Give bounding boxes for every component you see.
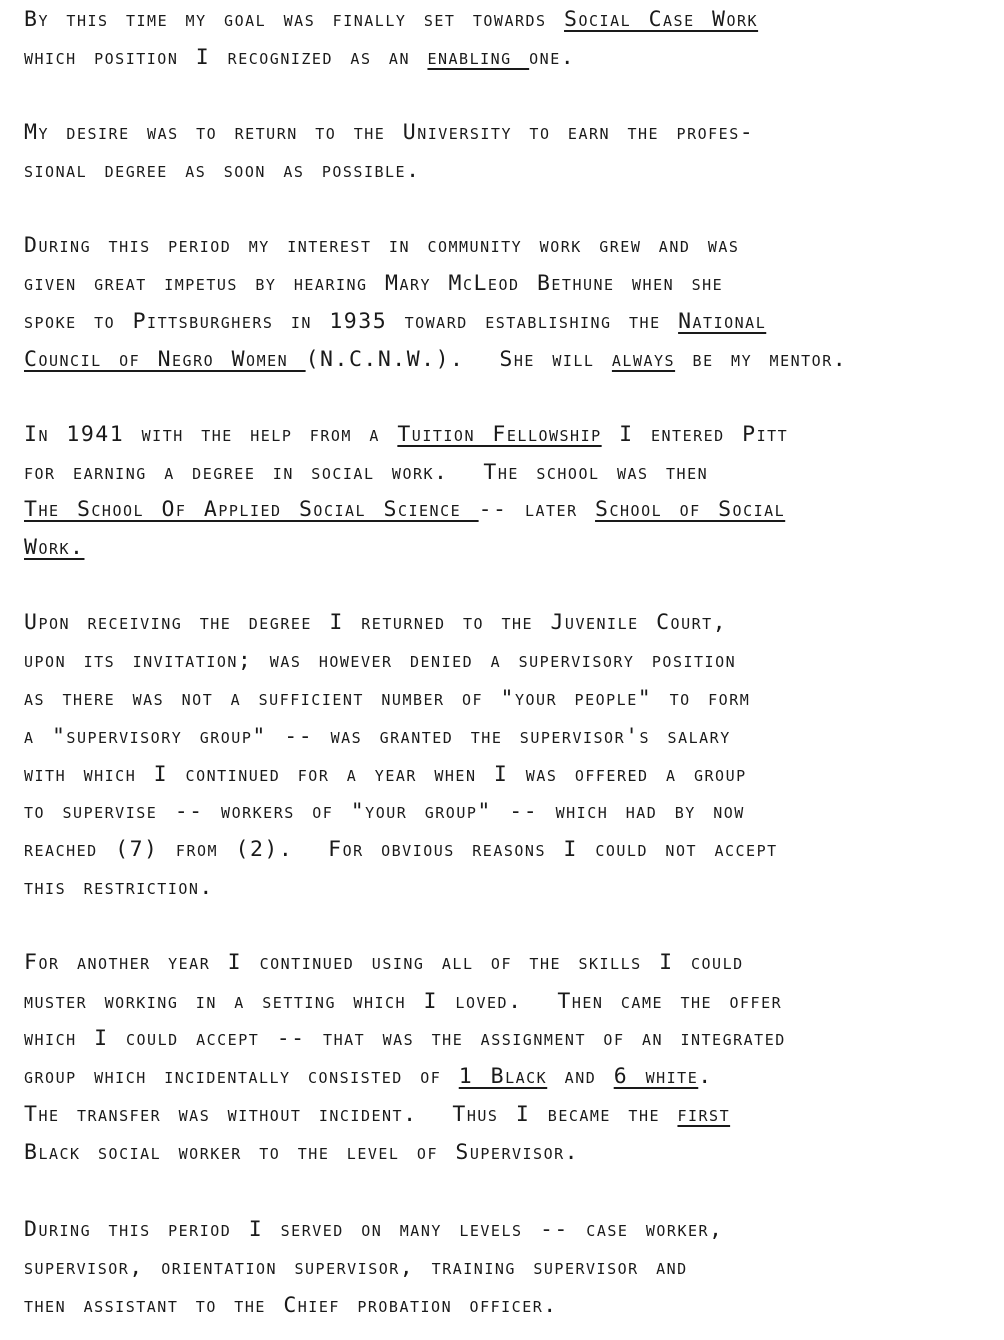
text-line xyxy=(24,8,758,32)
text-segment: to supervise -- workers of "your group" -- which had by now xyxy=(24,799,745,824)
underlined-text: 1 Black xyxy=(458,1064,548,1089)
text-segment: -- later xyxy=(478,497,596,522)
underlined-text: first xyxy=(677,1102,731,1127)
text-segment: group which incidentally consisted of xyxy=(24,1064,459,1089)
underlined-text: Social Case Work xyxy=(564,7,759,32)
text-line xyxy=(24,838,778,862)
text-line xyxy=(24,310,766,334)
text-line xyxy=(24,649,736,673)
text-segment: which I could accept -- that was the assignment of an integrated xyxy=(24,1026,786,1051)
text-line xyxy=(24,611,727,635)
text-line xyxy=(24,725,731,749)
underlined-text: National xyxy=(678,309,767,334)
text-line xyxy=(24,990,782,1014)
underlined-text: enabling xyxy=(427,45,530,70)
underlined-text: always xyxy=(611,347,676,372)
text-segment: sional degree as soon as possible. xyxy=(24,158,421,183)
text-segment: one. xyxy=(529,45,576,70)
underlined-text: The School Of Applied Social Science xyxy=(24,497,479,522)
text-line xyxy=(24,951,744,975)
text-line xyxy=(24,461,708,485)
text-segment: which position I recognized as an xyxy=(24,45,428,70)
text-segment: upon its invitation; was however denied a supervisory position xyxy=(24,648,737,673)
text-segment: and xyxy=(547,1064,614,1089)
text-segment: Upon receiving the degree I returned to the Juvenile Court, xyxy=(24,610,728,635)
underlined-text: School of Social xyxy=(595,497,786,522)
text-segment: Black social worker to the level of Supervisor. xyxy=(24,1140,580,1165)
text-line xyxy=(24,1218,723,1242)
text-segment: By this time my goal was finally set towards xyxy=(24,7,565,32)
text-segment: be my mentor. xyxy=(675,347,848,372)
underlined-text: 6 white xyxy=(613,1064,699,1089)
text-line xyxy=(24,1256,688,1280)
text-line xyxy=(24,800,745,824)
text-segment: In 1941 with the help from a xyxy=(24,422,398,447)
text-segment: supervisor, orientation supervisor, training supervisor and xyxy=(24,1255,688,1280)
text-line xyxy=(24,687,750,711)
text-line xyxy=(24,498,785,522)
text-segment: this restriction. xyxy=(24,875,214,900)
text-segment: with which I continued for a year when I was offered a group xyxy=(24,762,747,787)
text-line xyxy=(24,423,788,447)
text-segment: as there was not a sufficient number of "your people" to form xyxy=(24,686,751,711)
text-segment: spoke to Pittsburghers in 1935 toward establishing the xyxy=(24,309,679,334)
text-line xyxy=(24,763,747,787)
text-line xyxy=(24,876,214,900)
text-segment: for earning a degree in social work. The school was then xyxy=(24,460,709,485)
underlined-text: Council of Negro Women xyxy=(24,347,306,372)
text-segment: My desire was to return to the University to earn the profes- xyxy=(24,120,755,145)
text-line xyxy=(24,1103,730,1127)
text-line xyxy=(24,272,723,296)
text-segment: For another year I continued using all of the skills I could xyxy=(24,950,744,975)
text-segment: During this period my interest in community work grew and was xyxy=(24,233,740,258)
text-segment: I entered Pitt xyxy=(601,422,789,447)
text-segment: then assistant to the Chief probation officer. xyxy=(24,1293,558,1318)
underlined-text: Tuition Fellowship xyxy=(397,422,602,447)
text-line xyxy=(24,1141,579,1165)
text-line xyxy=(24,234,739,258)
text-segment: a "supervisory group" -- was granted the supervisor's salary xyxy=(24,724,731,749)
text-segment: . xyxy=(698,1064,713,1089)
text-line xyxy=(24,159,421,183)
text-segment: muster working in a setting which I loved. Then came the offer xyxy=(24,989,783,1014)
text-line xyxy=(24,121,754,145)
text-segment: During this period I served on many levels -- case worker, xyxy=(24,1217,724,1242)
text-line xyxy=(24,536,84,560)
underlined-text: Work. xyxy=(24,535,85,560)
text-segment: (N.C.N.W.). She will xyxy=(305,347,612,372)
text-segment: The transfer was without incident. Thus I became the xyxy=(24,1102,678,1127)
text-line xyxy=(24,348,847,372)
text-line xyxy=(24,1294,558,1318)
text-segment: reached (7) from (2). For obvious reasons I could not accept xyxy=(24,837,778,862)
text-line xyxy=(24,1027,786,1051)
text-line xyxy=(24,46,575,70)
text-segment: given great impetus by hearing Mary McLeod Bethune when she xyxy=(24,271,724,296)
text-line xyxy=(24,1065,713,1089)
